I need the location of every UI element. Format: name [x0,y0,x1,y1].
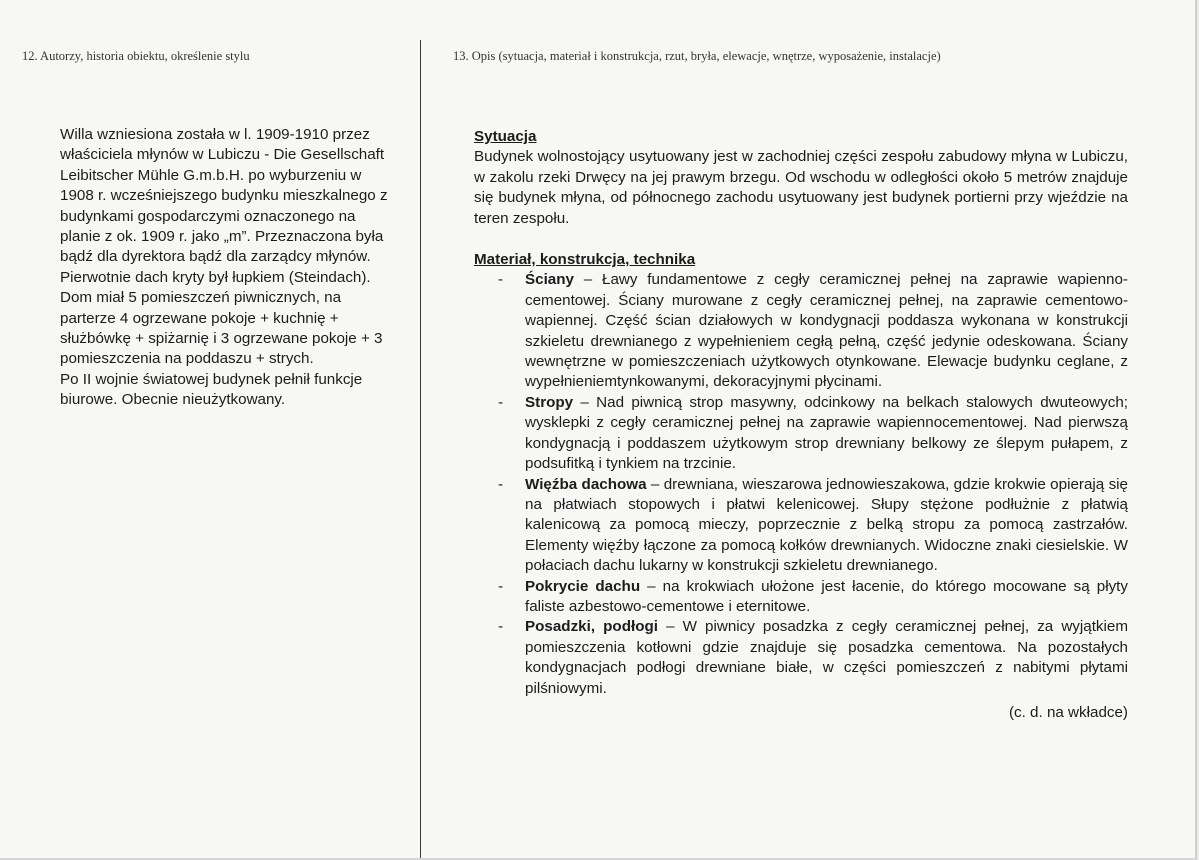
list-dash: - [498,618,504,636]
list-item-floors [474,617,1128,699]
field-12-header: 12. Autorzy, historia obiektu, określenie stylu [22,49,250,63]
list-item-ceilings [474,393,1128,475]
list-dash: - [498,393,504,411]
list-dash: - [498,577,504,595]
continuation-note: (c. d. na wkładce) [1008,703,1128,721]
history-paragraph-2: Po II wojnie światowej budynek pełnił funkcje biurowe. Obecnie nieużytkowany. [60,370,363,409]
item-label: Pokrycie dachu [525,577,641,595]
item-text: – Nad piwnicą strop masywny, odcinkowy na belkach stalowych dwuteowych; wysklepki z cegły ceramicznej pełnej na zaprawie wapiennocementowej. Nad pierwszą kondygnacją i poddaszem użytkowym strop drewniany belkowy ze ślepym pułapem, z podsufitką i tynkiem na trzcinie. [525,393,1128,473]
field-13-header: 13. Opis (sytuacja, materiał i konstrukcja, rzut, bryła, elewacje, wnętrze, wyposażenie, instalacje) [453,49,941,63]
list-item-roof-truss [474,475,1128,577]
item-label: Więźba dachowa [525,475,647,493]
column-divider [420,40,421,858]
material-heading: Materiał, konstrukcja, technika [474,251,696,269]
item-label: Stropy [525,393,574,411]
material-list [474,270,1128,699]
list-item-walls [474,270,1128,392]
situation-heading: Sytuacja [474,128,537,145]
history-paragraph-1: Willa wzniesiona została w l. 1909-1910 przez właściciela młynów w Lubiczu - Die Gesellschaft Leibitscher Mühle G.m.b.H. po wyburzeniu w 1908 r. wcześniejszego budynku mieszkalnego z budynkami gospodarczymi oznaczonego na planie z ok. 1909 r. jako „m”. Przeznaczona była bądź dla dyrektora bądź dla zarządcy młynów. Pierwotnie dach kryty był łupkiem (Steindach). Dom miał 5 pomieszczeń piwnicznych, na parterze 4 ogrzewane pokoje + kuchnię + służbówkę + spiżarnię i 3 ogrzewane pokoje + 3 pomieszczenia na poddaszu + strych. [60,126,388,368]
list-dash: - [498,271,504,289]
item-label: Posadzki, podłogi [525,618,658,636]
situation-text: Budynek wolnostojący usytuowany jest w zachodniej części zespołu zabudowy młyna w Lubiczu, w zakolu rzeki Drwęcy na jej prawym brzegu. Od wschodu w odległości około 5 metrów znajduje się budynek młyna, od północnego zachodu usytuowany jest budynek portierni przy wjeździe na teren zespołu. [474,148,1128,227]
item-label: Ściany [525,271,574,289]
list-dash: - [498,475,504,493]
item-text: – na krokwiach ułożone jest łacenie, do którego mocowane są płyty faliste azbestowo-cementowe i eternitowe. [525,577,1128,615]
description-section [474,127,1128,723]
item-text: – Ławy fundamentowe z cegły ceramicznej pełnej na zaprawie wapienno-cementowej. Ściany murowane z cegły ceramicznej pełnej, na zaprawie cementowo-wapiennej. Część ścian działowych w kondygnacji poddasza wykonana w konstrukcji szkieletu drewnianego z wypełnieniem cegłą pełną, część jedynie odeskowana. Ściany wewnętrzne w pomieszczeniach użytkowych otynkowane. Elewacje budynku ceglane, z wypełnieniemtynkowanymi, dekoracyjnymi płycinami. [525,271,1128,391]
item-text: – drewniana, wieszarowa jednowieszakowa, gdzie krokwie opierają się na płatwiach stopowych i płatwi kelenicowej. Słupy stężone podłużnie z płatwią kalenicową za pomocą mieczy, poprzecznie z belką stropu za pomocą zastrzałów. Elementy więźby łączone za pomocą kołków drewnianych. Widoczne znaki ciesielskie. W połaciach dachu lukarny w konstrukcji szkieletu drewnianego. [525,475,1128,575]
history-section [60,125,390,411]
list-item-roofing [474,577,1128,618]
item-text: – W piwnicy posadzka z cegły ceramicznej pełnej, za wyjątkiem pomieszczenia kotłowni gdzie znajduje się posadzka cementowa. Na pozostałych kondygnacjach podłogi drewniane białe, w części pomieszczeń z nabitymi płytami pilśniowymi. [525,618,1129,697]
